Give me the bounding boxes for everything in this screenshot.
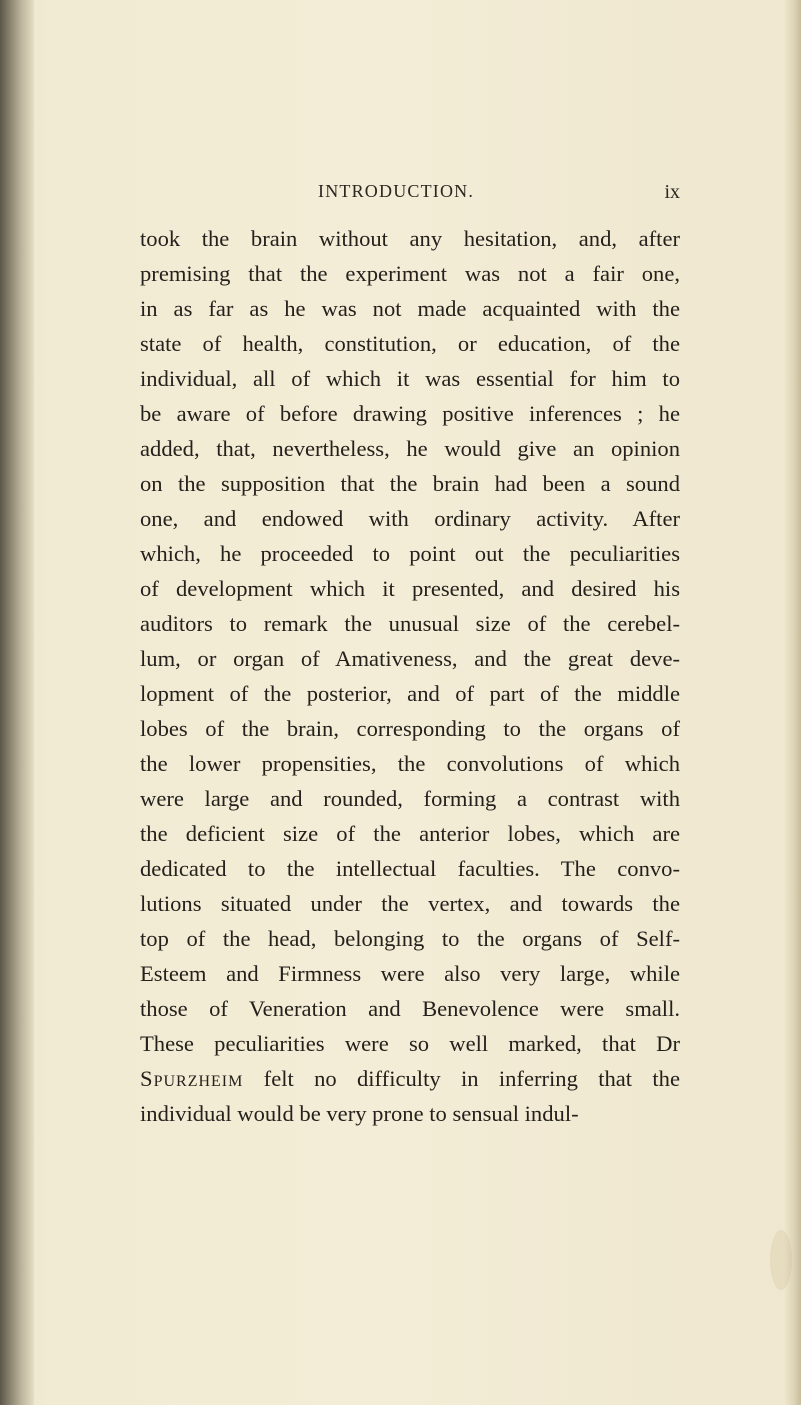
text-line: which, he proceeded to point out the peculiarities: [140, 541, 680, 566]
paper-stain: [770, 1230, 792, 1290]
text-line: top of the head, belonging to the organs of Self-: [140, 926, 680, 951]
text-line-last: individual would be very prone to sensual indul-: [140, 1101, 579, 1126]
binding-shadow: [0, 0, 34, 1405]
text-line: the lower propensities, the convolutions of which: [140, 751, 680, 776]
text-line: took the brain without any hesitation, and, after: [140, 226, 680, 251]
text-line: in as far as he was not made acquainted with the: [140, 296, 680, 321]
text-line: individual, all of which it was essential for him to: [140, 366, 680, 391]
text-line: state of health, constitution, or education, of the: [140, 331, 680, 356]
text-line: were large and rounded, forming a contrast with: [140, 786, 680, 811]
running-title: INTRODUCTION.: [318, 181, 475, 201]
text-line: the deficient size of the anterior lobes, which are: [140, 821, 680, 846]
body-text: [140, 221, 680, 1131]
text-line: Esteem and Firmness were also very large, while: [140, 961, 680, 986]
text-line: dedicated to the intellectual faculties. The convo-: [140, 856, 680, 881]
text-line: on the supposition that the brain had been a sound: [140, 471, 680, 496]
page-header: [140, 181, 680, 211]
text-line: one, and endowed with ordinary activity. After: [140, 506, 680, 531]
text-line: lutions situated under the vertex, and towards the: [140, 891, 680, 916]
text-line: added, that, nevertheless, he would give an opinion: [140, 436, 680, 461]
page-edge: [783, 0, 801, 1405]
text-line: be aware of before drawing positive inferences ; he: [140, 401, 680, 426]
text-line: lopment of the posterior, and of part of the middle: [140, 681, 680, 706]
text-line: of development which it presented, and desired his: [140, 576, 680, 601]
text-line: auditors to remark the unusual size of the cerebel-: [140, 611, 680, 636]
text-line: lum, or organ of Amativeness, and the great deve-: [140, 646, 680, 671]
text-line: These peculiarities were so well marked, that Dr: [140, 1031, 680, 1056]
text-line: those of Veneration and Benevolence were small.: [140, 996, 680, 1021]
text-line-spurzheim: [140, 1061, 680, 1096]
text-line: lobes of the brain, corresponding to the organs of: [140, 716, 680, 741]
text-line: premising that the experiment was not a fair one,: [140, 261, 680, 286]
page-number: ix: [664, 181, 680, 203]
text-line-rest: felt no difficulty in inferring that the: [243, 1066, 680, 1091]
author-name: Spurzheim: [140, 1066, 244, 1091]
